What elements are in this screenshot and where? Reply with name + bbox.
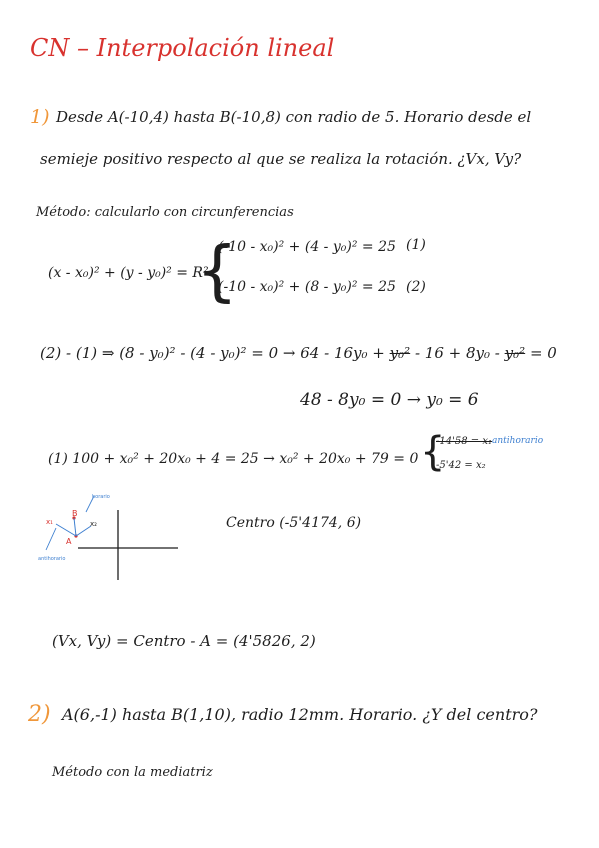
- sketch-label-a: A: [66, 537, 72, 546]
- sketch-label-b: B: [72, 509, 78, 518]
- quadratic-equation: (1) 100 + x₀² + 20x₀ + 4 = 25 → x₀² + 20x₀ + 79 = 0: [48, 451, 419, 467]
- circle-sketch: [36, 488, 186, 578]
- velocity-result: (Vx, Vy) = Centro - A = (4'5826, 2): [52, 632, 316, 650]
- problem1-method: Método: calcularlo con circunferencias: [36, 205, 294, 220]
- sketch-label-horario: horario: [92, 494, 110, 500]
- subtraction-middle: - 16 + 8y₀ -: [414, 344, 500, 362]
- problem2-number: 2): [28, 702, 51, 727]
- page-title: CN – Interpolación lineal: [30, 34, 335, 62]
- cancelled-term-2: y₀²: [504, 344, 526, 362]
- subtraction-prefix: (2) - (1) ⇒ (8 - y₀)² - (4 - y₀)² = 0 → 64 - 16y₀ +: [40, 344, 385, 362]
- subtraction-equation: [40, 346, 557, 361]
- problem1-statement-line1: Desde A(-10,4) hasta B(-10,8) con radio de 5. Horario desde el: [56, 108, 532, 126]
- system-equation-1-tag: (1): [406, 237, 426, 253]
- problem2-method: Método con la mediatriz: [52, 765, 213, 780]
- sketch-arrow-antihorario: [46, 528, 56, 550]
- system-equation-2: (-10 - x₀)² + (8 - y₀)² = 25: [218, 279, 396, 295]
- sketch-label-antihorario: antihorario: [38, 556, 66, 562]
- solution-y0: 48 - 8y₀ = 0 → y₀ = 6: [300, 390, 479, 410]
- sketch-label-x2: x₂: [90, 520, 97, 528]
- sketch-chord: [74, 518, 76, 536]
- root-x2: -5'42 = x₂: [436, 460, 486, 471]
- sketch-line-x1: [56, 524, 76, 536]
- subtraction-end: = 0: [529, 344, 557, 362]
- root-x1-note: antihorario: [492, 436, 544, 446]
- root-x1: -14'58 = x₁: [436, 436, 492, 447]
- problem1-number: 1): [30, 106, 50, 128]
- system-equation-2-tag: (2): [406, 279, 426, 295]
- system-equation-1: (-10 - x₀)² + (4 - y₀)² = 25: [218, 239, 396, 255]
- sketch-label-x1: x₁: [46, 518, 53, 526]
- problem1-statement-line2: semieje positivo respecto al que se realiza la rotación. ¿Vx, Vy?: [40, 150, 522, 168]
- circle-equation: (x - x₀)² + (y - y₀)² = R²: [48, 265, 209, 281]
- problem2-statement: A(6,-1) hasta B(1,10), radio 12mm. Horario. ¿Y del centro?: [62, 705, 538, 724]
- center-result: Centro (-5'4174, 6): [226, 515, 362, 531]
- cancelled-term-1: y₀²: [389, 344, 411, 362]
- roots-brace: {: [420, 429, 446, 475]
- sketch-line-x2: [76, 526, 91, 536]
- system-brace: {: [196, 232, 238, 309]
